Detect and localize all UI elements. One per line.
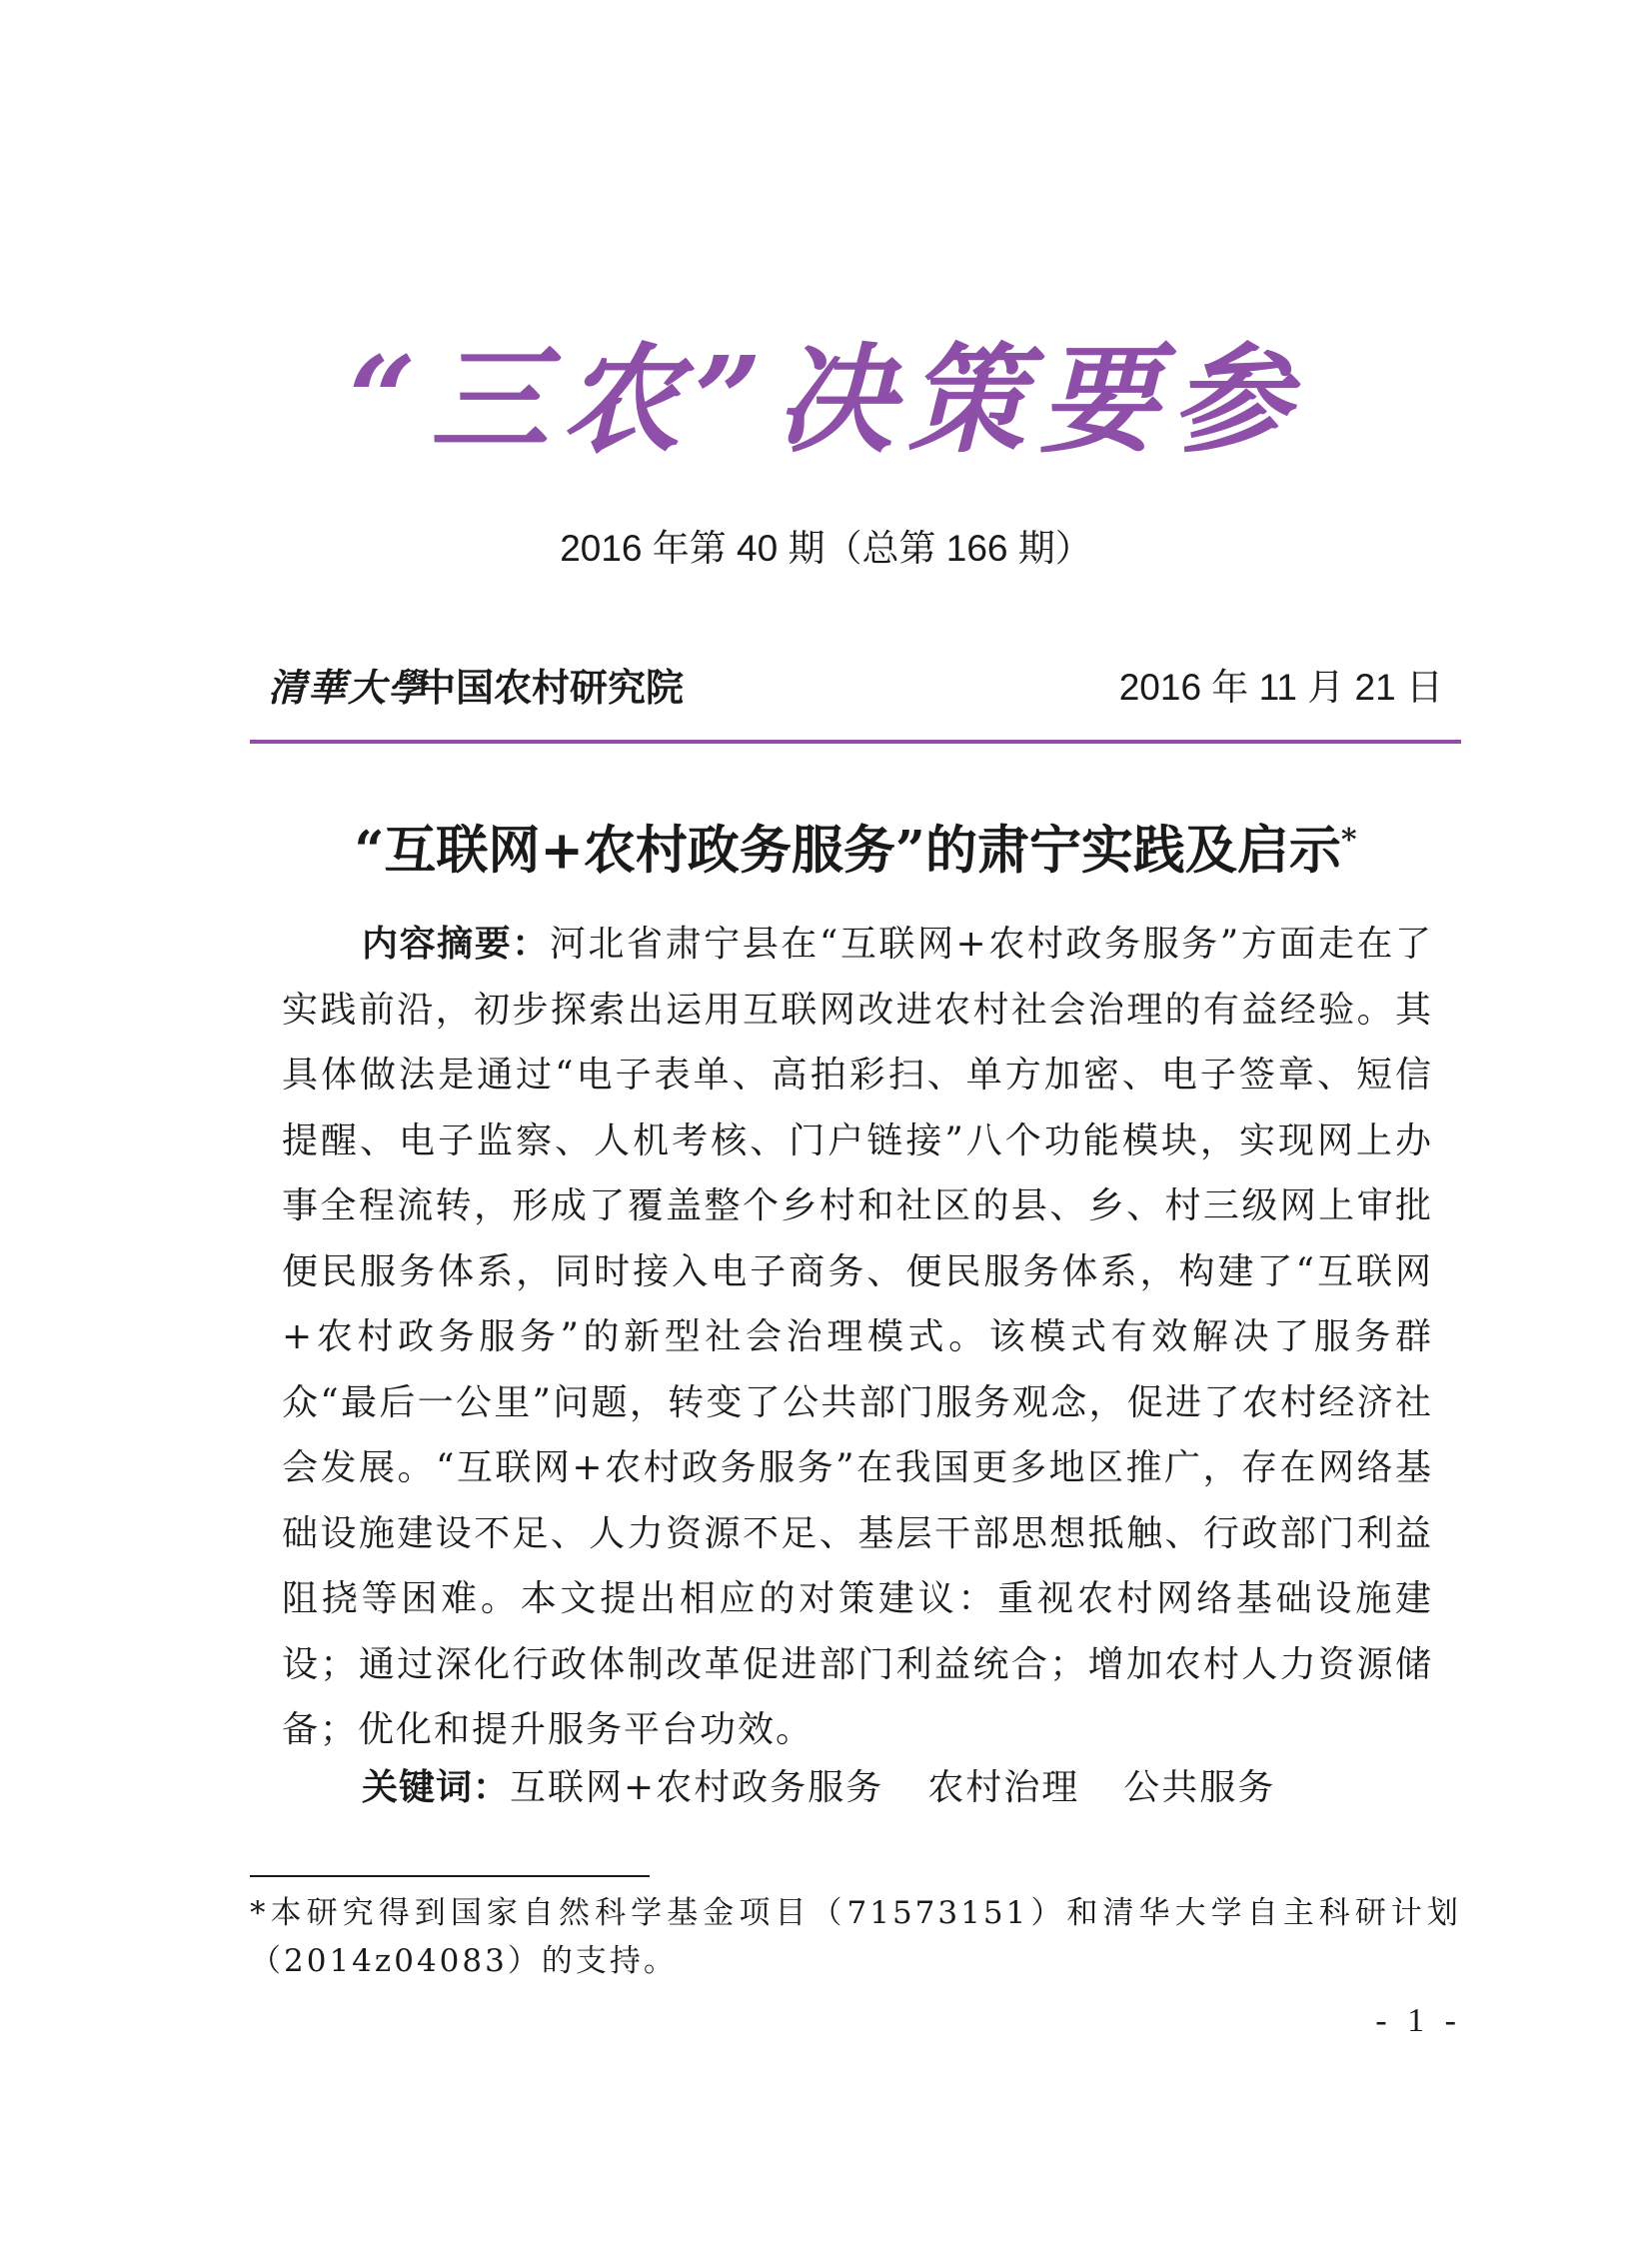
keyword-item: 公共服务 [1123,1767,1276,1808]
header-divider [250,740,1461,744]
page-number: - 1 - [1375,2002,1462,2039]
issue-number: 2016 年第 40 期（总第 166 期） [560,528,1092,569]
publication-header [250,660,1461,716]
abstract-text: 河北省肃宁县在“互联网+农村政务服务”方面走在了实践前沿，初步探索出运用互联网改进农村社会治理的有益经验。其具体做法是通过“电子表单、高拍彩扫、单方加密、电子签章、短信提醒、电子监察、人机考核、门户链接”八个功能模块，实现网上办事全程流转，形成了覆盖整个乡村和社区的县、乡、村三级网上审批便民服务体系，同时接入电子商务、便民服务体系，构建了“互联网+农村政务服务”的新型社会治理模式。该模式有效解决了服务群众“最后一公里”问题，转变了公共部门服务观念，促进了农村经济社会发展。“互联网+农村政务服务”在我国更多地区推广，存在网络基础设施建设不足、人力资源不足、基层干部思想抵触、行政部门利益阻挠等困难。本文提出相应的对策建议：重视农村网络基础设施建设；通过深化行政体制改革促进部门利益统合；增加农村人力资源储备；优化和提升服务平台功效。 [282,924,1433,1750]
masthead-title: “三农”决策要参 [348,330,1304,469]
keywords-line [362,1755,1433,1820]
abstract-label: 内容摘要： [362,924,550,965]
keywords-label: 关键词： [362,1767,511,1808]
university-logo-text: 清華大學 [268,665,429,710]
institute-name: 中国农村研究院 [418,665,685,710]
publication-date: 2016 年 11 月 21 日 [1118,667,1443,708]
keyword-item: 农村治理 [927,1767,1080,1808]
article-title [250,806,1461,886]
footnote-divider [250,1875,650,1877]
abstract-paragraph [282,912,1433,1763]
article-title-text: “互联网+农村政务服务”的肃宁实践及启示 [354,820,1341,882]
footnote-marker: * [1340,823,1357,858]
footnote-text: *本研究得到国家自然科学基金项目（71573151）和清华大学自主科研计划（2014z04083）的支持。 [250,1895,1461,1979]
keyword-item: 互联网+农村政务服务 [510,1767,884,1808]
